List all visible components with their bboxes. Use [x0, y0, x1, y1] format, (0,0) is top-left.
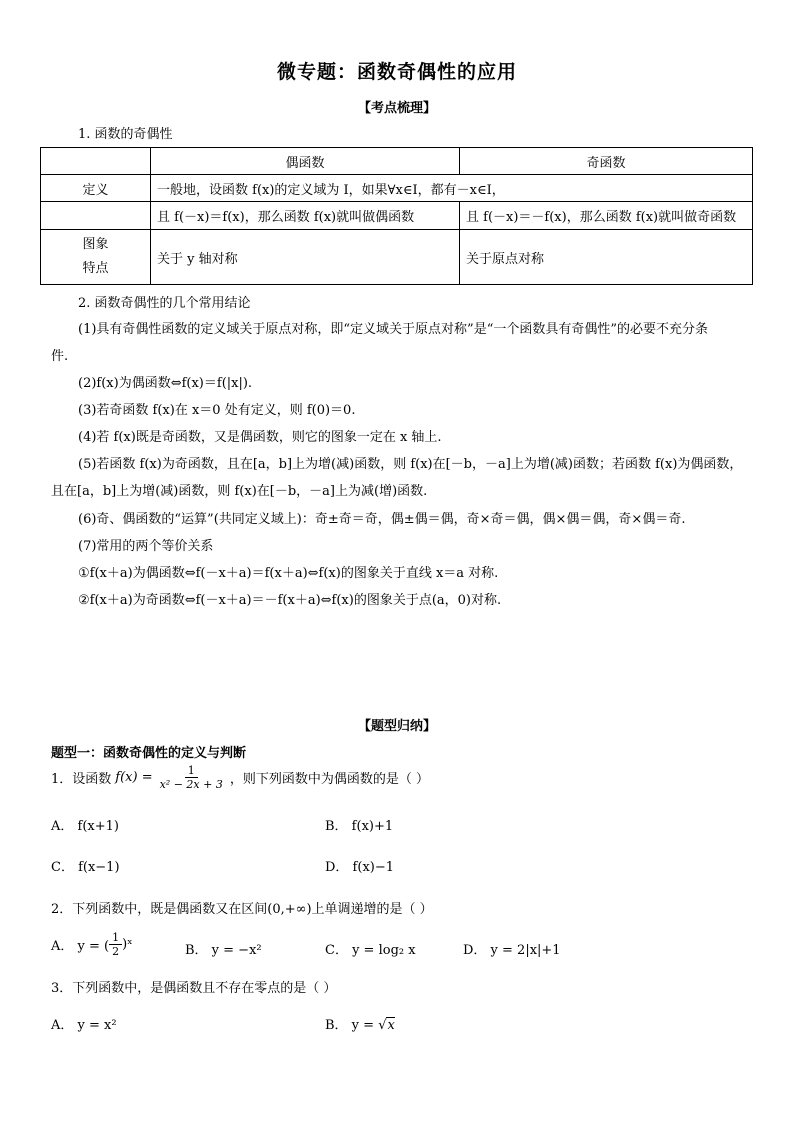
section-heading-kaodian: 【考点梳理】: [357, 101, 436, 116]
even-definition: 且 f(－x)＝f(x)，那么函数 f(x)就叫做偶函数: [151, 202, 460, 230]
q1-stem-lead: 1．设函数: [51, 772, 112, 787]
q1-option-d: D． f(x)−1: [325, 860, 395, 875]
row-label-graph-2: 特点: [82, 261, 109, 276]
conclusion-5: (5)若函数 f(x)为奇函数，且在[a，b]上为增(减)函数，则 f(x)在[－b，－a]上为增(减)函数；若函数 f(x)为偶函数，: [78, 457, 743, 472]
col-header-even: 偶函数: [151, 148, 460, 175]
q1-fx: f(x) =: [115, 770, 153, 785]
question-1-stem: [51, 764, 429, 791]
conclusion-5-cont: 且在[a，b]上为增(减)函数，则 f(x)在[－b，－a]上为减(增)函数.: [51, 484, 428, 499]
q1-fraction-denominator: x² − 2x + 3: [159, 778, 223, 791]
q2-option-a-fraction: [109, 931, 122, 958]
conclusion-1-cont: 件.: [51, 349, 69, 364]
q2-option-a-den: 2: [112, 945, 120, 958]
table-corner-cell: [41, 148, 151, 175]
odd-graph-feature: 关于原点对称: [460, 230, 753, 285]
q3-option-b-pre: B． y =: [325, 1018, 379, 1033]
sqrt-sign-icon: √: [378, 1018, 387, 1033]
q2-option-c: C． y = log₂ x: [325, 943, 416, 958]
q1-option-c: C． f(x−1): [51, 860, 120, 875]
conclusion-3: (3)若奇函数 f(x)在 x＝0 处有定义，则 f(0)＝0.: [78, 403, 356, 418]
q1-option-b: B． f(x)+1: [325, 819, 394, 834]
q2-option-a-num: 1: [109, 931, 122, 945]
q1-option-a: A． f(x+1): [51, 819, 119, 834]
parity-table: [40, 147, 753, 285]
q1-fraction-numerator: 1: [185, 764, 198, 778]
conclusion-2: (2)f(x)为偶函数⇔f(x)＝f(|x|).: [78, 376, 253, 391]
item-2-heading: 2. 函数奇偶性的几个常用结论: [78, 296, 251, 311]
table-empty-cell: [41, 202, 151, 230]
page-title: 微专题：函数奇偶性的应用: [276, 61, 517, 83]
row-label-graph-1: 图象: [82, 237, 109, 252]
row-label-definition: 定义: [41, 175, 151, 202]
q2-option-a-pre: A． y = (: [51, 939, 110, 954]
q3-option-b-radicand: x: [387, 1018, 395, 1033]
q2-option-b: B． y = −x²: [185, 943, 262, 958]
equivalence-2: ②f(x＋a)为奇函数⇔f(－x＋a)＝－f(x＋a)⇔f(x)的图象关于点(a，0)对称.: [78, 593, 502, 608]
item-1-heading: 1. 函数的奇偶性: [78, 127, 173, 142]
q1-stem-tail: ，则下列函数中为偶函数的是（ ）: [229, 772, 429, 787]
row-label-graph: [41, 230, 151, 285]
conclusion-7: (7)常用的两个等价关系: [78, 539, 214, 554]
conclusion-1: (1)具有奇偶性函数的定义域关于原点对称，即“定义域关于原点对称”是“一个函数具有奇偶性”的必要不充分条: [78, 322, 708, 337]
section-heading-tixing: 【题型归纳】: [357, 719, 436, 734]
definition-text: 一般地，设函数 f(x)的定义域为 I，如果∀x∈I，都有－x∈I，: [151, 175, 753, 202]
equivalence-1: ①f(x＋a)为偶函数⇔f(－x＋a)＝f(x＋a)⇔f(x)的图象关于直线 x＝a 对称.: [78, 566, 499, 581]
q3-option-a: A． y = x²: [51, 1018, 117, 1033]
question-type-1-heading: 题型一：函数奇偶性的定义与判断: [51, 746, 247, 761]
question-3-stem: 3．下列函数中，是偶函数且不存在零点的是（ ）: [51, 981, 337, 996]
col-header-odd: 奇函数: [460, 148, 753, 175]
q2-option-a: [51, 931, 133, 958]
odd-definition: 且 f(－x)＝－f(x)，那么函数 f(x)就叫做奇函数: [460, 202, 753, 230]
even-graph-feature: 关于 y 轴对称: [151, 230, 460, 285]
question-2-stem: 2．下列函数中，既是偶函数又在区间(0,+∞)上单调递增的是（ ）: [51, 902, 433, 917]
conclusion-4: (4)若 f(x)既是奇函数，又是偶函数，则它的图象一定在 x 轴上.: [78, 430, 442, 445]
q3-option-b: [325, 1014, 395, 1033]
q2-option-d: D． y = 2|x|+1: [463, 943, 561, 958]
q1-fraction: [157, 764, 226, 791]
q2-option-a-post: )ˣ: [122, 937, 133, 952]
conclusion-6: (6)奇、偶函数的“运算”(共同定义域上)：奇±奇＝奇，偶±偶＝偶，奇×奇＝偶，偶×偶＝偶，奇×偶＝奇.: [78, 512, 686, 527]
